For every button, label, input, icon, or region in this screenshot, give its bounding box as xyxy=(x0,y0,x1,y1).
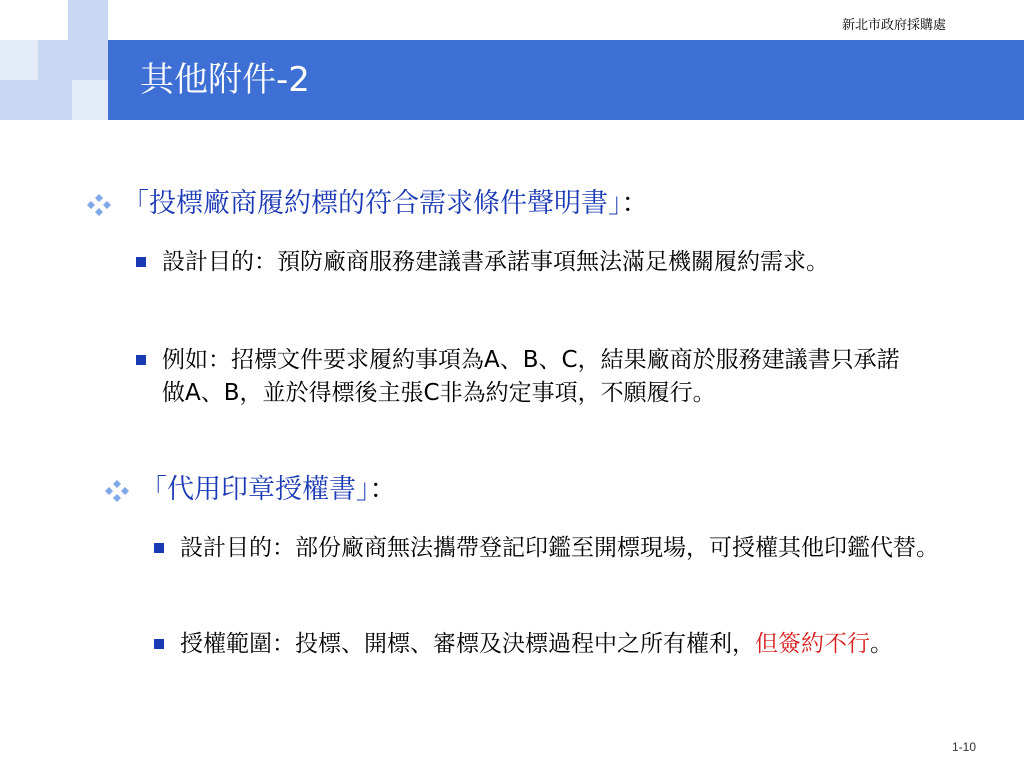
emphasis-text: 但簽約不行 xyxy=(755,631,870,657)
heading-colon: ： xyxy=(621,188,649,219)
list-item-text-part: 。 xyxy=(870,631,893,657)
list-item xyxy=(180,532,970,565)
section-heading xyxy=(104,472,397,508)
decor-square xyxy=(38,40,108,80)
list-item-text-part: 授權範圍：投標、開標、審標及決標過程中之所有權利， xyxy=(180,631,755,657)
section-heading xyxy=(86,186,649,222)
square-bullet-icon xyxy=(136,355,146,365)
square-bullet-icon xyxy=(154,543,164,553)
page-number: 1-10 xyxy=(951,740,976,754)
section-heading-text: 「投標廠商履約標的符合需求條件聲明書」 xyxy=(122,188,622,219)
list-item-text: 設計目的：部份廠商無法攜帶登記印鑑至開標現場，可授權其他印鑑代替。 xyxy=(180,535,939,561)
org-label: 新北市政府採購處 xyxy=(841,18,946,33)
list-item xyxy=(180,628,940,661)
section-heading-text: 「代用印章授權書」 xyxy=(140,474,370,505)
list-item-text xyxy=(180,628,930,661)
decor-square xyxy=(72,80,108,120)
decor-square xyxy=(68,0,108,40)
list-item-text: 例如：招標文件要求履約事項為A、B、C，結果廠商於服務建議書只承諾做A、B，並於得標後主張C非為約定事項，不願履行。 xyxy=(162,347,900,406)
square-bullet-icon xyxy=(154,639,164,649)
decor-square xyxy=(0,40,38,80)
four-diamond-icon xyxy=(86,194,112,216)
heading-colon: ： xyxy=(369,474,397,505)
decor-square xyxy=(0,80,72,120)
list-item xyxy=(162,344,922,410)
four-diamond-icon xyxy=(104,480,130,502)
slide-title: 其他附件-2 xyxy=(140,60,310,100)
square-bullet-icon xyxy=(136,257,146,267)
list-item xyxy=(162,246,922,279)
list-item-text: 設計目的：預防廠商服務建議書承諾事項無法滿足機關履約需求。 xyxy=(162,249,829,275)
